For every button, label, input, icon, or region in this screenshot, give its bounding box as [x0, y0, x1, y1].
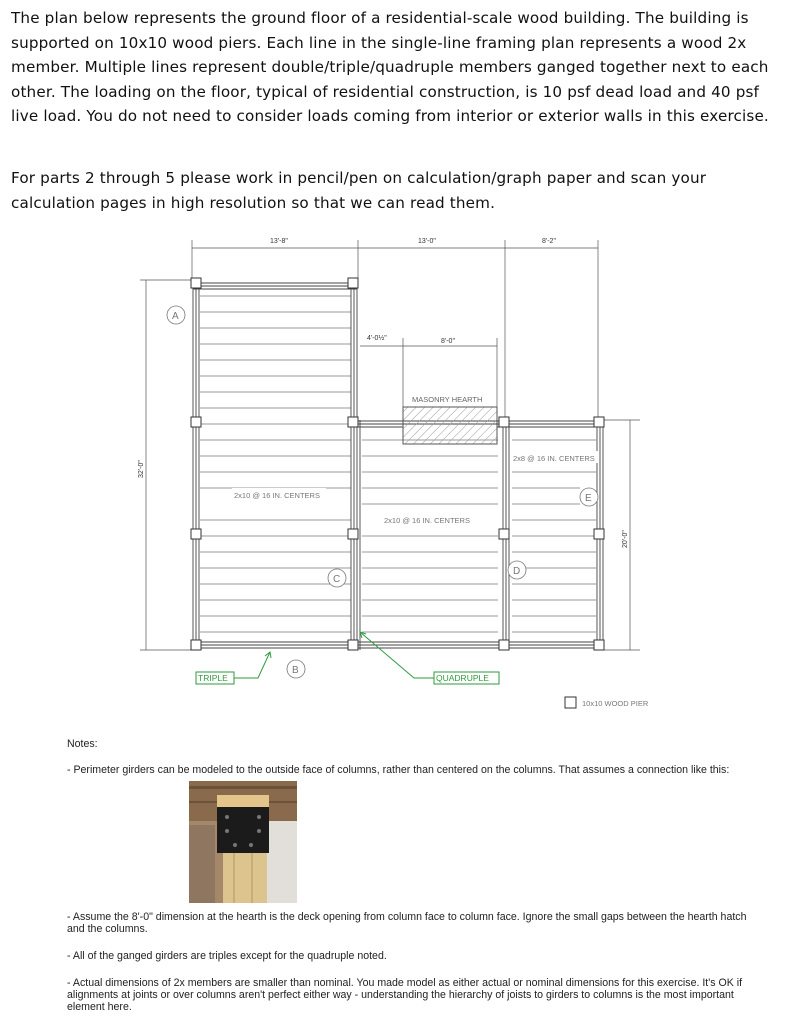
svg-text:10x10 WOOD PIER: 10x10 WOOD PIER — [582, 699, 649, 708]
grid-bubble-a — [167, 306, 185, 324]
note-3: - All of the ganged girders are triples except for the quadruple noted. — [67, 950, 387, 962]
callout-quadruple — [360, 632, 499, 684]
column-connection-photo — [189, 781, 297, 903]
girders — [193, 283, 603, 650]
joist-label-left: 2x10 @ 16 IN. CENTERS — [234, 491, 320, 500]
legend-pier — [565, 697, 649, 708]
joist-label-right: 2x8 @ 16 IN. CENTERS — [513, 454, 595, 463]
dim-offset: 4'-0½" — [367, 335, 387, 342]
framing-plan — [0, 222, 797, 712]
piers — [191, 278, 604, 650]
dimension-lines — [140, 240, 640, 650]
svg-text:E: E — [585, 493, 592, 504]
dim-top-middle: 13'-0" — [418, 238, 436, 245]
note-2: - Assume the 8'-0" dimension at the hearth is the deck opening from column face to column face. Ignore the small gaps between the hearth hatch and the columns. — [67, 911, 747, 935]
svg-text:TRIPLE: TRIPLE — [198, 673, 228, 683]
dim-opening: 8'-0" — [441, 338, 455, 345]
notes-heading: Notes: — [67, 738, 98, 750]
intro-paragraph-1: The plan below represents the ground floor of a residential-scale wood building. The building is supported on 10x10 wood piers. Each line in the single-line framing plan represents a wood 2x member. Multiple lines represent double/triple/quadruple members ganged together next to each other. The loading on the floor, typical of residential construction, is 10 psf dead load and 40 psf live load. You do not need to consider loads coming from interior or exterior walls in this exercise. — [11, 9, 769, 125]
svg-text:QUADRUPLE: QUADRUPLE — [436, 673, 489, 683]
dim-top-left: 13'-8" — [270, 238, 288, 245]
intro-paragraph-2: For parts 2 through 5 please work in pencil/pen on calculation/graph paper and scan your calculation pages in high resolution so that we can read them. — [11, 169, 707, 212]
joists-right-bay — [512, 440, 596, 632]
svg-text:A: A — [172, 311, 179, 322]
callout-triple — [196, 652, 271, 684]
svg-text:C: C — [333, 574, 341, 585]
dim-top-right: 8'-2" — [542, 238, 556, 245]
dim-right: 20'-0" — [622, 530, 629, 548]
hearth-label: MASONRY HEARTH — [412, 395, 483, 404]
joist-label-middle: 2x10 @ 16 IN. CENTERS — [384, 516, 470, 525]
grid-bubble-c — [328, 569, 346, 587]
grid-bubble-b — [287, 660, 305, 678]
svg-text:D: D — [513, 566, 521, 577]
dim-left: 32'-0" — [138, 460, 145, 478]
grid-bubble-d — [508, 561, 526, 579]
masonry-hearth — [403, 407, 497, 444]
grid-bubble-e — [580, 488, 598, 506]
svg-text:B: B — [292, 665, 299, 676]
note-4: - Actual dimensions of 2x members are smaller than nominal. You made model as either actual or nominal dimensions for this exercise. It's OK if alignments at joints or over columns aren't perfect either way - understanding the hierarchy of joists to girders to columns is the most important element here. — [67, 977, 743, 1013]
note-1: - Perimeter girders can be modeled to the outside face of columns, rather than centered on the columns. That assumes a connection like this: — [67, 764, 730, 776]
joists-middle-bay — [362, 440, 498, 632]
